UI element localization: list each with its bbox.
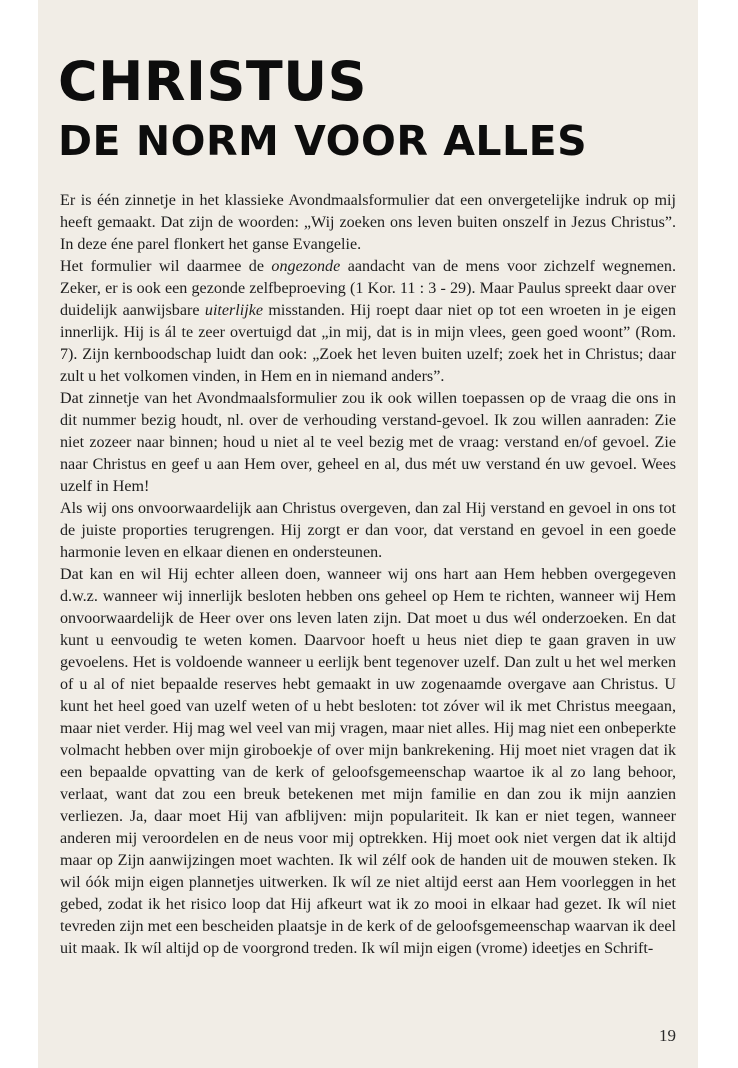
article-title [58, 52, 587, 166]
paragraph [60, 190, 676, 256]
paragraph-text: Als wij ons onvoorwaardelijk aan Christus overgeven, dan zal Hij verstand en gevoel in ons tot de juiste proporties terugrengen. Hij zorgt er dan voor, dat verstand en gevoel in een goede harmonie leven en elkaar dienen en ondersteunen. [60, 500, 676, 561]
paragraph [60, 388, 676, 498]
paragraph-text: Het formulier wil daarmee de [60, 258, 272, 275]
italic-text: ongezonde [271, 258, 341, 275]
paragraph-text: aandacht van de mens voor zichzelf wegnemen. Zeker, er is ook een gezonde zelfbeproeving (1 Kor. 11 : 3 - 29). Maar Paulus spreekt daar over duidelijk aanwijsbare [60, 258, 677, 319]
title-line-2: DE NORM VOOR ALLES [58, 117, 588, 165]
article-body [60, 190, 676, 960]
paragraph-text: Er is één zinnetje in het klassieke Avondmaalsformulier dat een onvergetelijke indruk op mij heeft gemaakt. Dat zijn de woorden: „Wij zoeken ons leven buiten onszelf in Jezus Christus”. In deze éne parel flonkert het ganse Evangelie. [60, 192, 676, 253]
page [38, 0, 698, 1068]
paragraph [60, 564, 676, 960]
title-line-1: CHRISTUS [58, 50, 367, 113]
italic-text: uiterlijke [204, 302, 263, 319]
paragraph-text: Dat kan en wil Hij echter alleen doen, wanneer wij ons hart aan Hem hebben overgegeven d.w.z. wanneer wij innerlijk besloten hebben ons geheel op Hem te richten, wanneer wij Hem onvoorwaardelijk de Heer over ons leven laten zijn. Dat moet u dus wél onderzoeken. En dat kunt u eenvoudig te weten komen. Daarvoor hoeft u heus niet diep te gaan graven in uw gevoelens. Het is voldoende wanneer u eerlijk bent tegenover uzelf. Dan zult u het wel merken of u al of niet bepaalde reserves hebt gemaakt in uw zogenaamde overgave aan Christus. U kunt het heel goed van uzelf weten of u hebt besloten: tot zóver wil ik met Christus meegaan, maar niet verder. Hij mag wel veel van mij vragen, maar niet alles. Hij mag niet een onbeperkte volmacht hebben over mijn giroboekje of over mijn bankrekening. Hij moet niet vragen dat ik een bepaalde opvatting van de kerk of geloofsgemeenschap waartoe ik al zo lang behoor, verlaat, want dat zou een breuk betekenen met mijn familie en dan zou ik mijn aanzien verliezen. Ja, daar moet Hij van afblijven: mijn populariteit. Ik kan er niet tegen, wanneer anderen mij veroordelen en de neus voor mij optrekken. Hij moet ook niet vergen dat ik altijd maar op Zijn aanwijzingen moet wachten. Ik wil zélf ook de handen uit de mouwen steken. Ik wil óók mijn eigen plannetjes uitwerken. Ik wíl ze niet altijd eerst aan Hem voorleggen in het gebed, zodat ik het risico loop dat Hij afkeurt wat ik zo mooi in elkaar had gezet. Ik wíl niet tevreden zijn met een bescheiden plaatsje in de kerk of de geloofsgemeenschap waarvan ik deel uit maak. Ik wíl altijd op de voorgrond treden. Ik wíl mijn eigen (vrome) ideetjes en Schrift- [60, 566, 676, 957]
paragraph [60, 256, 676, 388]
paragraph-text: misstanden. Hij roept daar niet op tot een wroeten in je eigen innerlijk. Hij is ál te zeer overtuigd dat „in mij, dat is in mijn vlees, geen goed woont” (Rom. 7). Zijn kernboodschap luidt dan ook: „Zoek het leven buiten uzelf; zoek het in Christus; daar zult u het volkomen vinden, in Hem en in niemand anders”. [60, 302, 676, 385]
paragraph [60, 498, 676, 564]
paragraph-text: Dat zinnetje van het Avondmaalsformulier zou ik ook willen toepassen op de vraag die ons in dit nummer bezig houdt, nl. over de verhouding verstand-gevoel. Ik zou willen aanraden: Zie niet zozeer naar binnen; houd u niet al te veel bezig met de vraag: verstand en/of gevoel. Zie naar Christus en geef u aan Hem over, geheel en al, dus mét uw verstand én uw gevoel. Wees uzelf in Hem! [60, 390, 676, 495]
page-number: 19 [659, 1026, 676, 1045]
